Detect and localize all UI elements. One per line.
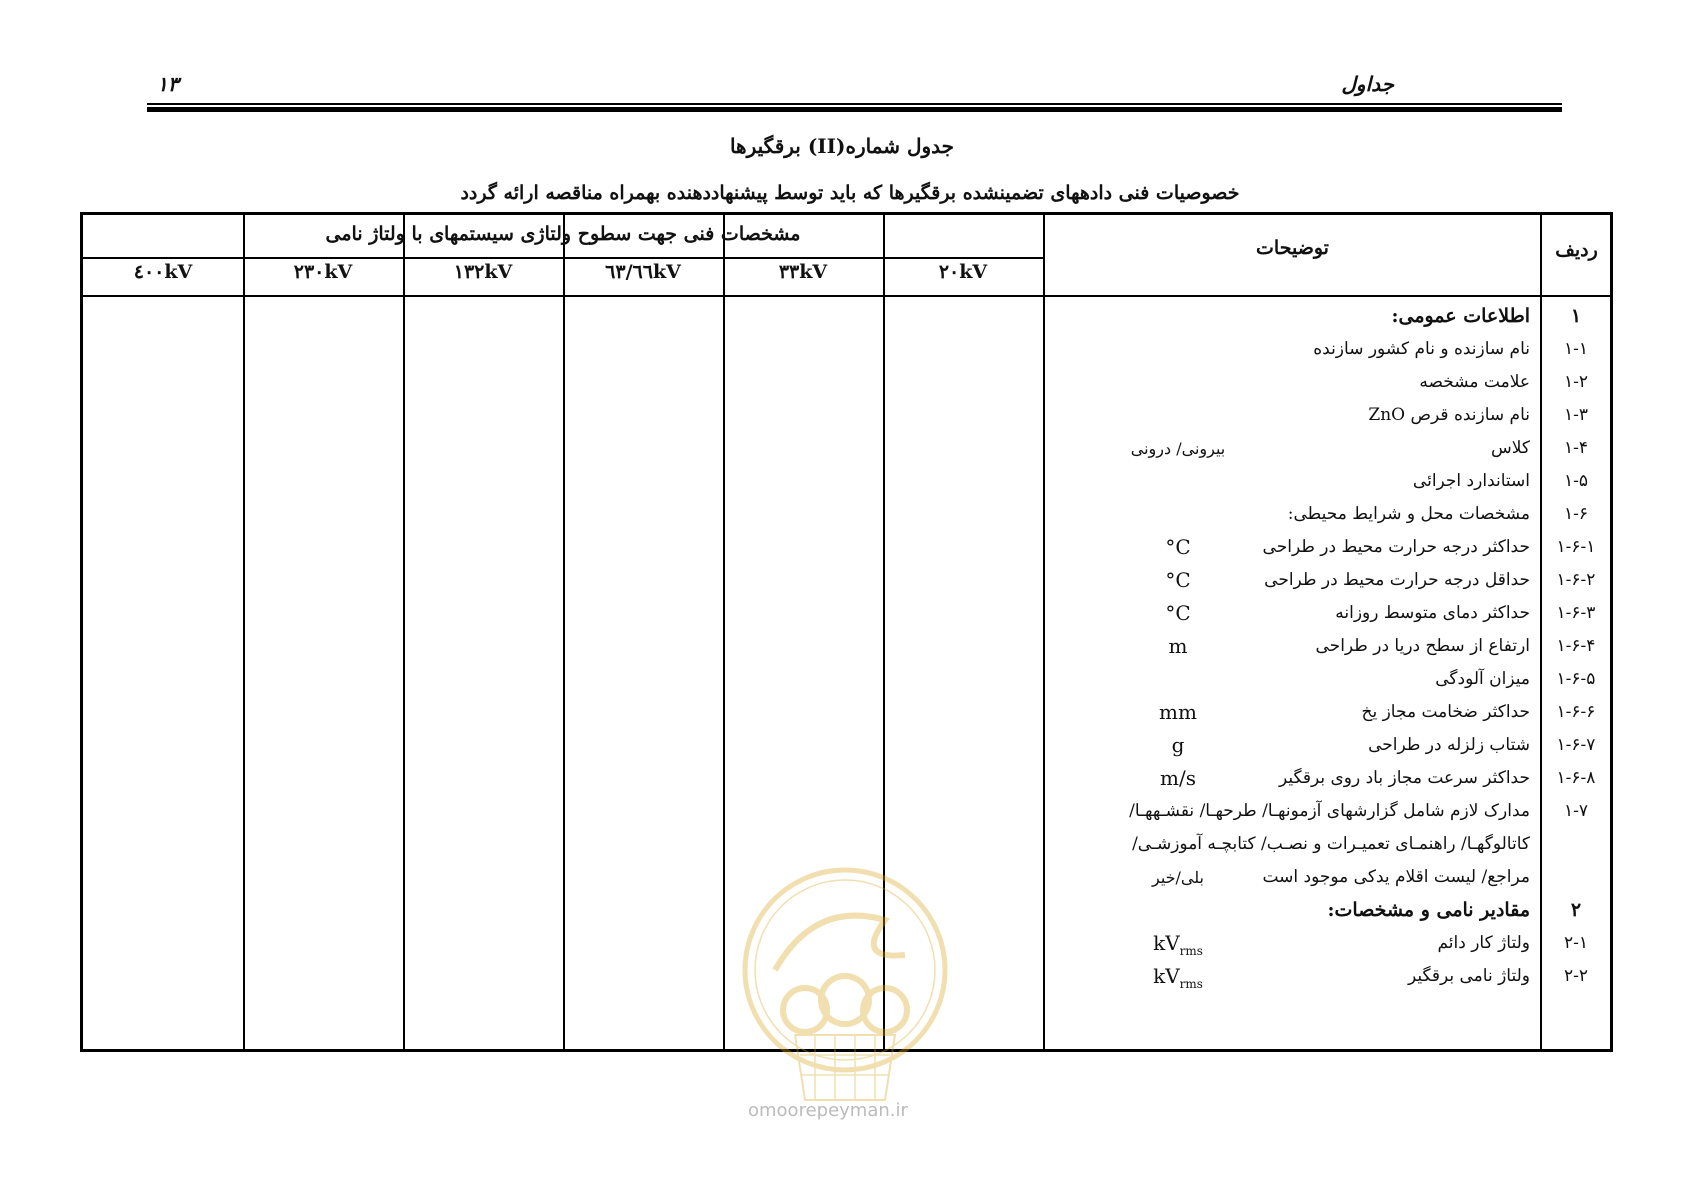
row-unit: mm — [1159, 700, 1197, 724]
row-description: حداکثر ضخامت مجاز یخ — [1361, 702, 1530, 722]
description-header: توضیحات — [1256, 237, 1329, 259]
row-number: ۱-۶-۵ — [1556, 669, 1596, 689]
header-rule-thick — [147, 107, 1562, 112]
voltage-col-header: ۳۳kV — [778, 261, 828, 283]
table-row — [83, 497, 1610, 532]
row-unit: بیرونی/ درونی — [1130, 439, 1226, 458]
table-row — [83, 431, 1610, 466]
row-number: ۱-۷ — [1563, 801, 1588, 821]
watermark-seal — [735, 860, 955, 1110]
row-description: حداکثر سرعت مجاز باد روی برقگیر — [1278, 768, 1530, 788]
row-description: اطلاعات عمومی: — [1391, 305, 1530, 327]
row-number: ۱-۶-۴ — [1556, 636, 1596, 656]
row-description: مقادیر نامی و مشخصات: — [1327, 899, 1530, 921]
row-description: نام سازنده و نام کشور سازنده — [1313, 339, 1530, 359]
table-row — [83, 464, 1610, 499]
row-description: مشخصات محل و شرایط محیطی: — [1287, 504, 1530, 524]
row-number: ۱-۳ — [1563, 405, 1588, 425]
row-unit: $kV_{rms}$ — [1153, 931, 1203, 958]
row-number: ۱-۶-۱ — [1556, 537, 1596, 557]
row-number: ۱-۶-۶ — [1556, 702, 1596, 722]
section-header: جداول — [1341, 72, 1394, 96]
row-description: استاندارد اجرائی — [1412, 471, 1530, 491]
row-description: حداقل درجه حرارت محیط در طراحی — [1264, 570, 1530, 590]
row-description: حداکثر درجه حرارت محیط در طراحی — [1262, 537, 1530, 557]
row-description: علامت مشخصه — [1419, 372, 1530, 392]
table-row — [83, 365, 1610, 400]
row-description: مراجع/ لیست اقلام یدکی موجود است — [1262, 867, 1530, 887]
watermark-url: omoorepeyman.ir — [748, 1100, 908, 1121]
row-unit: °C — [1165, 601, 1191, 625]
row-description: مدارک لازم شامل گزارشهای آزمونهـا/ طرحهـا/ نقشـههـا/ — [1129, 801, 1530, 821]
row-number: ۱-۵ — [1563, 471, 1588, 491]
table-row — [83, 398, 1610, 433]
row-description: میزان آلودگی — [1435, 669, 1530, 689]
row-number: ۱-۶ — [1563, 504, 1588, 524]
voltage-col-header: ۱۳۲kV — [453, 261, 513, 283]
table-row — [83, 629, 1610, 664]
table-row — [83, 596, 1610, 631]
row-unit: بلی/خیر — [1151, 868, 1205, 887]
table-row — [83, 563, 1610, 598]
page-number: ۱۳ — [157, 72, 179, 96]
table-title: جدول شماره(II) برقگیرها — [729, 134, 955, 158]
row-number: ۱-۲ — [1563, 372, 1588, 392]
row-number: ۱-۶-۷ — [1556, 735, 1596, 755]
table-row — [83, 794, 1610, 829]
table-row — [83, 761, 1610, 796]
table-row — [83, 530, 1610, 565]
row-description: ولتاژ نامی برقگیر — [1407, 966, 1530, 986]
table-row — [83, 827, 1610, 862]
voltage-col-header: ٦۳/٦٦kV — [605, 261, 681, 283]
header-bottom-line — [83, 295, 1610, 297]
row-number: ۱-۱ — [1563, 339, 1588, 359]
row-unit: m — [1168, 634, 1188, 658]
row-number: ۲ — [1570, 899, 1582, 921]
table-row — [83, 728, 1610, 763]
row-number-header: ردیف — [1555, 239, 1598, 261]
row-unit: g — [1171, 733, 1185, 757]
row-description: نام سازنده قرص ZnO — [1368, 405, 1530, 425]
row-description: حداکثر دمای متوسط روزانه — [1335, 603, 1530, 623]
table-subtitle: خصوصیات فنی دادههای تضمینشده برقگیرها که باید توسط پیشنهاددهنده بهمراه مناقصه ارائه گردد — [460, 182, 1240, 204]
row-description: ولتاژ کار دائم — [1437, 933, 1530, 953]
row-unit: $kV_{rms}$ — [1153, 964, 1203, 991]
table-row — [83, 695, 1610, 730]
row-number: ۱-۴ — [1563, 438, 1588, 458]
row-unit: °C — [1165, 535, 1191, 559]
voltage-col-header: ٤۰۰kV — [133, 261, 193, 283]
row-unit: °C — [1165, 568, 1191, 592]
row-description: کاتالوگهـا/ راهنمـای تعمیـرات و نصـب/ کتابچـه آموزشـی/ — [1132, 834, 1530, 854]
row-number: ۲-۲ — [1563, 966, 1588, 986]
voltage-group-header: مشخصات فنی جهت سطوح ولتاژی سیستمهای با ولتاژ نامی — [325, 223, 801, 245]
row-number: ۱-۶-۲ — [1556, 570, 1596, 590]
table-row — [83, 662, 1610, 697]
row-number: ۱-۶-۳ — [1556, 603, 1596, 623]
row-description: ارتفاع از سطح دریا در طراحی — [1315, 636, 1530, 656]
header-rule-thin — [147, 103, 1562, 105]
row-unit: m/s — [1160, 766, 1196, 790]
table-row — [83, 299, 1610, 334]
voltage-col-header: ۲۳۰kV — [293, 261, 353, 283]
voltage-col-header: ۲۰kV — [938, 261, 988, 283]
row-description: شتاب زلزله در طراحی — [1368, 735, 1530, 755]
row-number: ۲-۱ — [1563, 933, 1588, 953]
row-description: کلاس — [1491, 438, 1530, 458]
row-number: ۱-۶-۸ — [1556, 768, 1596, 788]
table-row — [83, 332, 1610, 367]
row-number: ۱ — [1570, 305, 1582, 327]
